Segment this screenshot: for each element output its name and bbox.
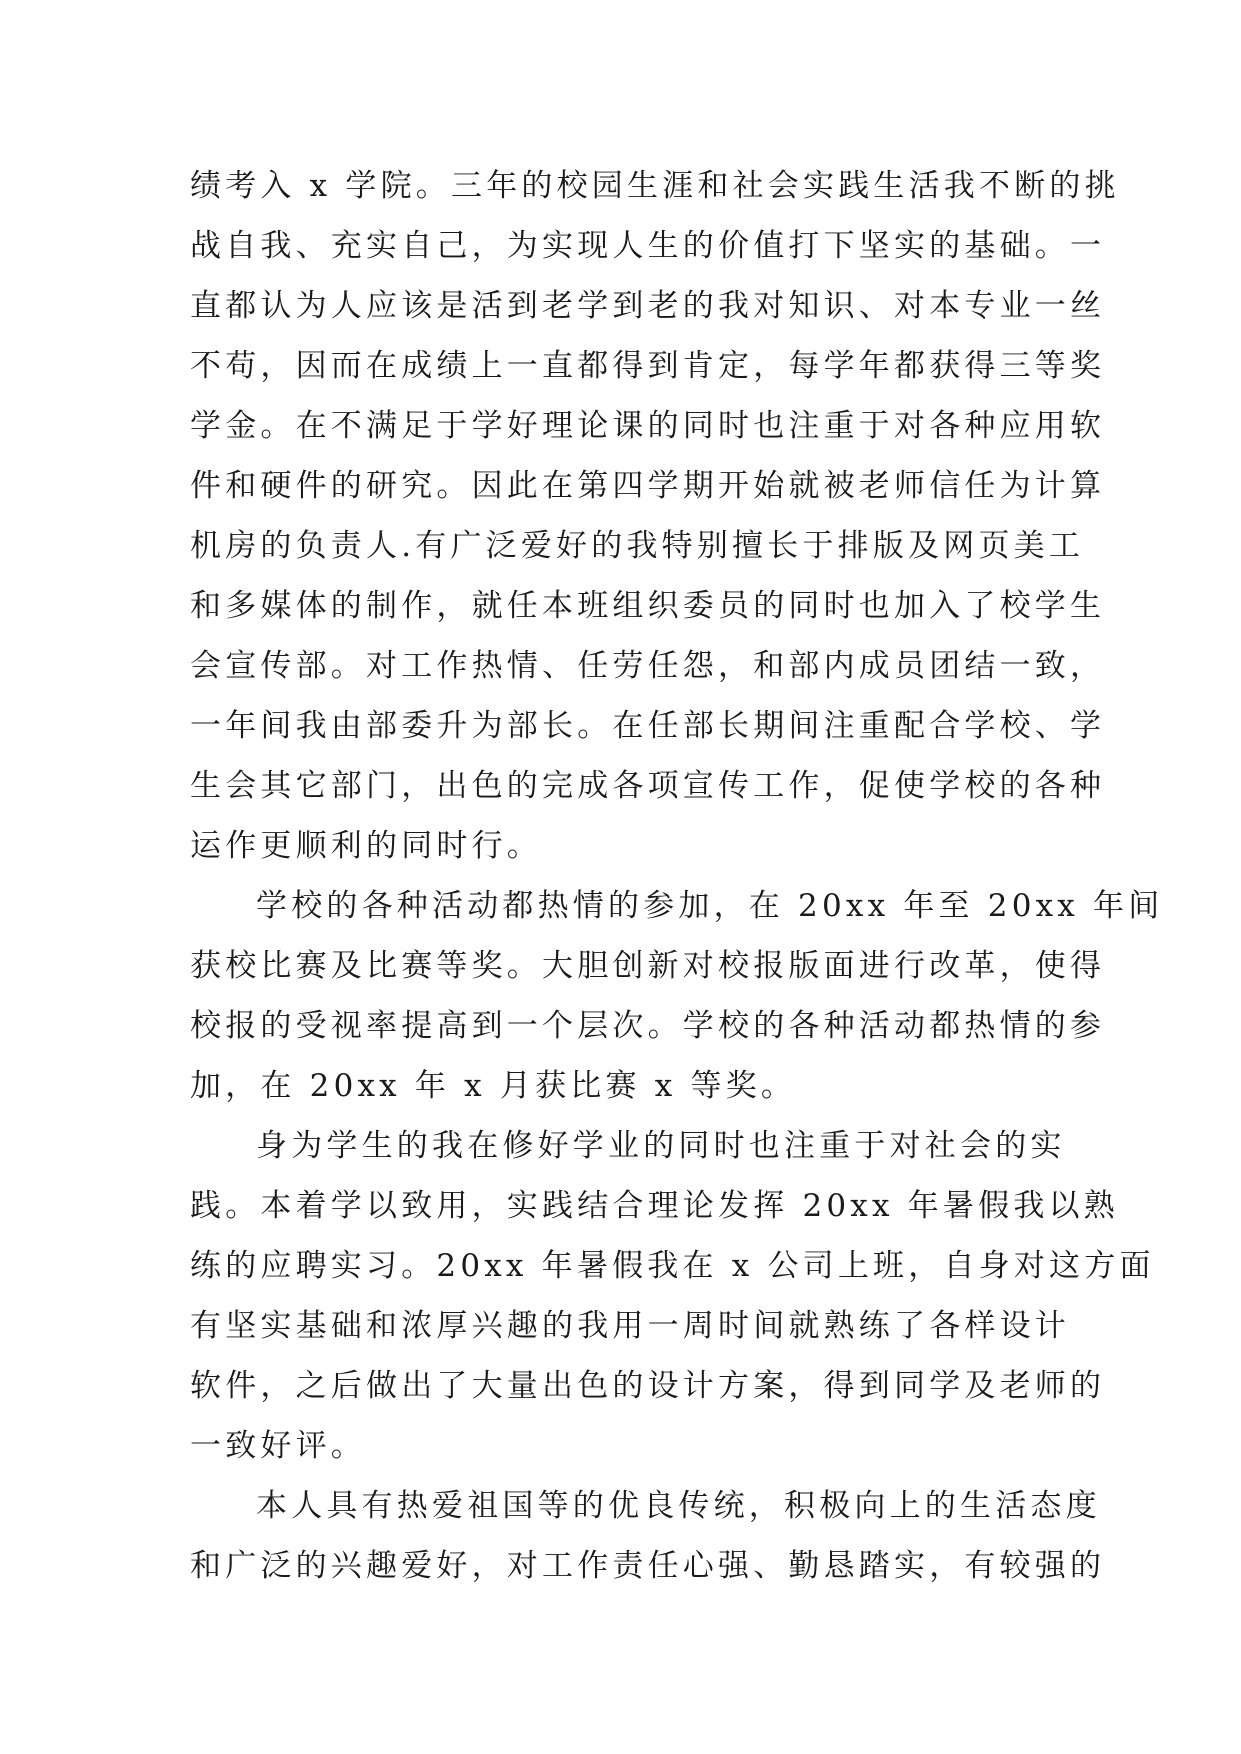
text-line: 和多媒体的制作，就任本班组织委员的同时也加入了校学生: [190, 588, 1106, 624]
text-line: 获校比赛及比赛等奖。大胆创新对校报版面进行改革，使得: [190, 948, 1106, 984]
text-line: 生会其它部门，出色的完成各项宣传工作，促使学校的各种: [190, 768, 1106, 804]
text-line: 校报的受视率提高到一个层次。学校的各种活动都热情的参: [190, 1008, 1106, 1044]
text-line: 会宣传部。对工作热情、任劳任怨，和部内成员团结一致，: [190, 648, 1106, 684]
text-line: 不苟，因而在成绩上一直都得到肯定，每学年都获得三等奖: [190, 348, 1106, 384]
text-line: 学金。在不满足于学好理论课的同时也注重于对各种应用软: [190, 408, 1106, 444]
text-line: 件和硬件的研究。因此在第四学期开始就被老师信任为计算: [190, 468, 1106, 504]
text-line: 运作更顺利的同时行。: [190, 828, 542, 864]
text-line: 练的应聘实习。20xx 年暑假我在 x 公司上班，自身对这方面: [190, 1248, 1155, 1284]
text-line: 一致好评。: [190, 1428, 366, 1464]
text-line: 直都认为人应该是活到老学到老的我对知识、对本专业一丝: [190, 288, 1106, 324]
text-line: 一年间我由部委升为部长。在任部长期间注重配合学校、学: [190, 708, 1106, 744]
text-line: 有坚实基础和浓厚兴趣的我用一周时间就熟练了各样设计: [190, 1308, 1070, 1344]
text-line: 和广泛的兴趣爱好，对工作责任心强、勤恳踏实，有较强的: [190, 1548, 1106, 1584]
text-line: 加，在 20xx 年 x 月获比赛 x 等奖。: [190, 1068, 797, 1104]
document-body: [190, 156, 1164, 1596]
text-line: 机房的负责人.有广泛爱好的我特别擅长于排版及网页美工: [190, 528, 1085, 564]
text-line: 践。本着学以致用，实践结合理论发挥 20xx 年暑假我以熟: [190, 1188, 1119, 1224]
paragraph-start-line: 身为学生的我在修好学业的同时也注重于对社会的实: [256, 1128, 1066, 1164]
text-line: 软件，之后做出了大量出色的设计方案，得到同学及老师的: [190, 1368, 1106, 1404]
paragraph-start-line: 学校的各种活动都热情的参加，在 20xx 年至 20xx 年间: [256, 888, 1164, 924]
paragraph-start-line: 本人具有热爱祖国等的优良传统，积极向上的生活态度: [256, 1488, 1101, 1524]
text-line: 绩考入 x 学院。三年的校园生涯和社会实践生活我不断的挑: [190, 168, 1120, 204]
text-line: 战自我、充实自己，为实现人生的价值打下坚实的基础。一: [190, 228, 1106, 264]
